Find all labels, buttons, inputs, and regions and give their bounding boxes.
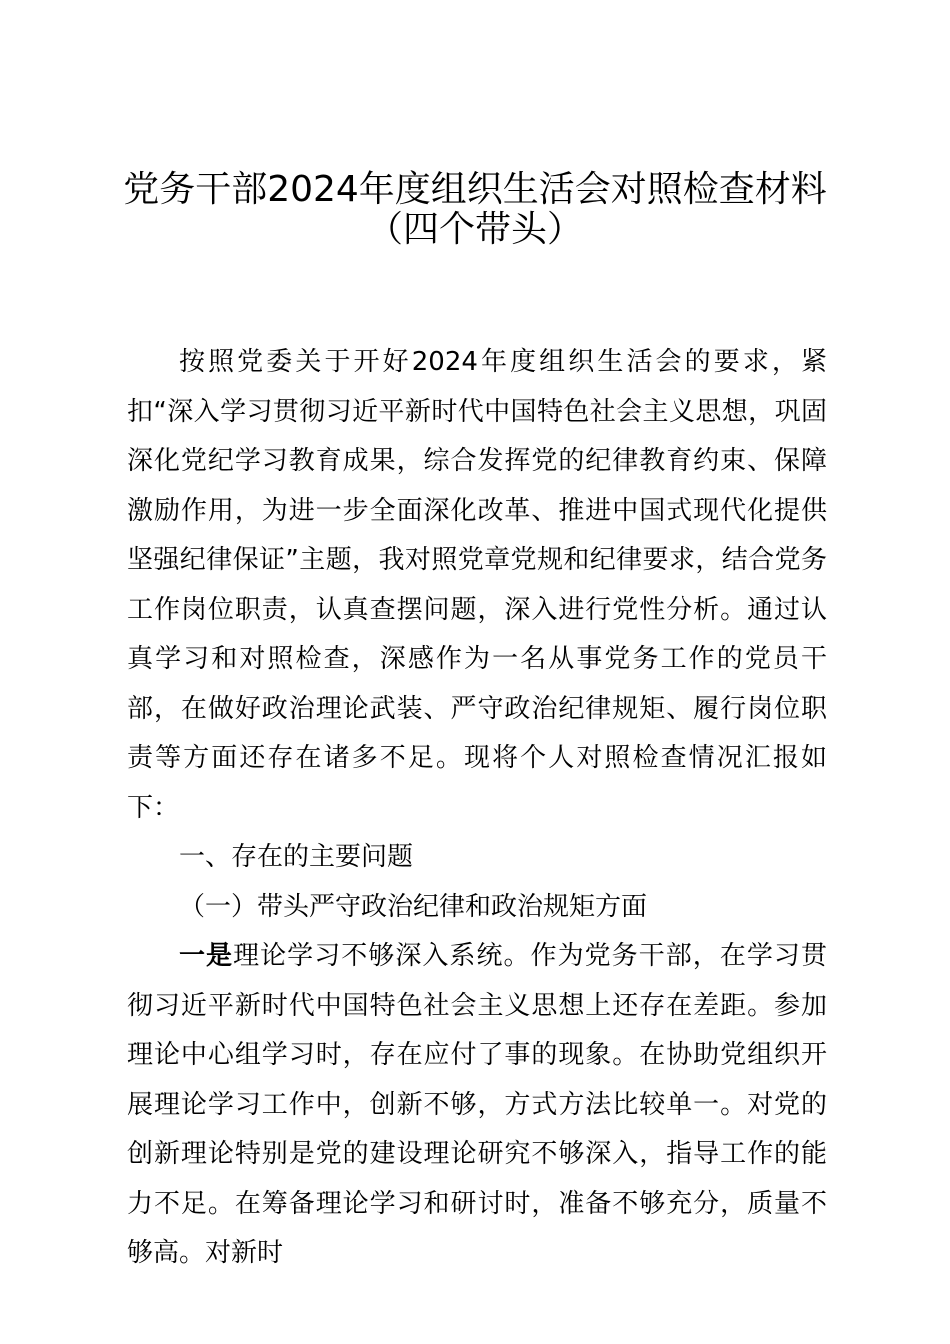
subsection-heading: （一）带头严守政治纪律和政治规矩方面 [179,891,648,922]
point-paragraph [127,932,827,1279]
document-body [127,338,827,1279]
point-text: 理论学习不够深入系统。作为党务干部，在学习贯彻习近平新时代中国特色社会主义思想上还存在差距。参加理论中心组学习时，存在应付了事的现象。在协助党组织开展理论学习工作中，创新不够，方式方法比较单一。对党的创新理论特别是党的建设理论研究不够深入，指导工作的能力不足。在筹备理论学习和研讨时，准备不够充分，质量不够高。对新时 [127,941,827,1268]
section-heading: 一、存在的主要问题 [179,842,414,872]
point-lead: 一是 [179,941,234,971]
document-subtitle: （四个带头） [366,209,583,250]
document-title: 党务干部2024年度组织生活会对照检查材料 [123,169,827,210]
intro-paragraph: 按照党委关于开好2024年度组织生活会的要求，紧扣“深入学习贯彻习近平新时代中国特色社会主义思想，巩固深化党纪学习教育成果，综合发挥党的纪律教育约束、保障激励作用，为进一步全面深化改革、推进中国式现代化提供坚强纪律保证”主题，我对照党章党规和纪律要求，结合党务工作岗位职责，认真查摆问题，深入进行党性分析。通过认真学习和对照检查，深感作为一名从事党务工作的党员干部，在做好政治理论武装、严守政治纪律规矩、履行岗位职责等方面还存在诸多不足。现将个人对照检查情况汇报如下： [127,347,827,823]
